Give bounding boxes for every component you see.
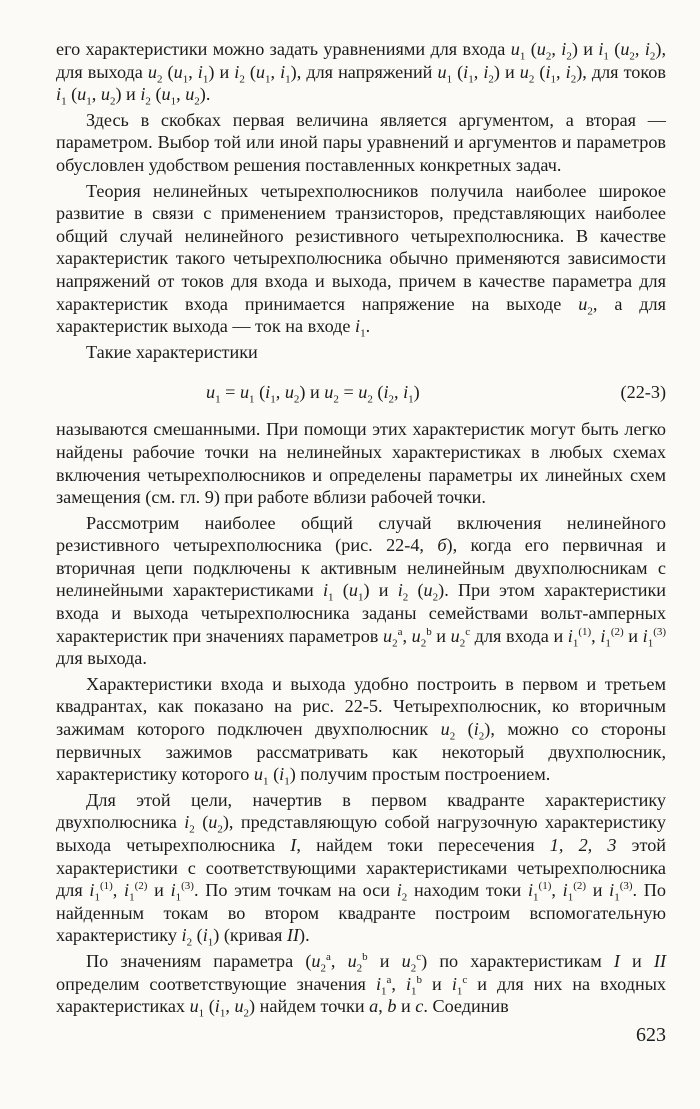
math-symbol: u (189, 996, 199, 1017)
math-symbol: i (184, 812, 190, 833)
math-symbol: u (423, 580, 433, 601)
subscript: 2 (566, 50, 572, 63)
math-symbol: u (161, 84, 171, 105)
text-run: называются смешанными. При помощи этих характеристик могут быть легко найдены рабочие точки на нелинейных характеристиках в любых схемах включения четырехполюсников и определены параметры их линейных схем замещения (см. гл. 9) при работе вблизи рабочей точки. (56, 419, 666, 508)
text-run: ) получим простым построением. (289, 764, 551, 785)
math-symbol: 1, 2, 3 (549, 835, 617, 855)
text-run: и (623, 625, 643, 646)
subscript: 1 (129, 891, 135, 904)
subscript: 2 (243, 1007, 250, 1020)
math-symbol: u (437, 61, 447, 82)
equation-22-3 (56, 374, 666, 414)
text-run: ), когда его первичная и вторичная цепи подключены к активным нелинейным двухполюсникам с нелинейными характеристиками (56, 535, 667, 601)
math-symbol: u (401, 950, 411, 971)
text-run: ). (299, 925, 310, 946)
subscript: 2 (367, 393, 373, 406)
subscript: 1 (468, 73, 474, 86)
superscript: b (426, 625, 432, 638)
text-run: Характеристики входа и выхода удобно построить в первом и третьем квадрантах, как показано на рис. 22-5. Четырехполюсник, ко вторичным зажимам которого подключен двухполюсник (56, 673, 666, 740)
math-symbol: u (147, 61, 157, 82)
subscript: 1 (265, 73, 271, 86)
text-run: для выхода. (56, 648, 147, 669)
paragraph-p5 (56, 418, 666, 508)
math-symbol: u (510, 39, 520, 59)
math-symbol: i (214, 996, 220, 1017)
math-symbol: u (620, 39, 630, 59)
superscript: c (416, 950, 422, 963)
subscript: 2 (194, 95, 200, 108)
math-symbol: i (567, 625, 573, 646)
subscript: 2 (488, 73, 494, 86)
math-symbol: u (234, 996, 244, 1017)
text-run: ), представляющую собой нагрузочную характеристику выхода четырехполюсника (56, 812, 666, 855)
superscript: b (362, 950, 368, 963)
paragraph-p7 (56, 673, 666, 786)
subscript: 1 (533, 891, 539, 904)
text-run: ) и (299, 382, 325, 403)
subscript: 1 (215, 393, 221, 406)
text-run: находим токи (407, 880, 528, 901)
paragraph-p3 (56, 180, 666, 338)
text-run: , (112, 880, 125, 901)
math-symbol: u (239, 382, 250, 403)
text-run: ( (268, 764, 280, 785)
text-run: и для них на входных характеристиках (56, 973, 667, 1017)
subscript: 2 (402, 592, 409, 605)
math-symbol: i (355, 316, 361, 337)
math-symbol: u (578, 293, 588, 314)
text-run: . (365, 316, 371, 337)
math-symbol: i (403, 382, 409, 403)
text-run: , (402, 625, 412, 646)
paragraph-p2 (56, 109, 666, 177)
superscript: (3) (653, 625, 667, 638)
subscript: 2 (293, 393, 300, 406)
subscript: 1 (86, 95, 92, 108)
text-run: Такие характеристики (86, 341, 258, 362)
math-symbol: u (440, 719, 450, 740)
text-run: ) и (115, 84, 141, 105)
math-symbol: i (562, 880, 568, 901)
superscript: a (325, 950, 331, 963)
equation-number: (22-3) (620, 382, 666, 403)
subscript: 2 (545, 50, 552, 63)
superscript: (3) (619, 880, 633, 893)
text-run: ( (608, 39, 621, 59)
math-symbol: i (140, 84, 146, 105)
text-run: , (378, 996, 388, 1017)
math-symbol: c (415, 996, 424, 1017)
subscript: 1 (357, 592, 364, 605)
text-run: ( (525, 39, 537, 59)
text-run: ) по характеристикам (421, 950, 614, 971)
math-symbol: u (185, 84, 195, 105)
text-run: ) и (493, 61, 520, 82)
math-symbol: u (347, 950, 357, 971)
subscript: 2 (587, 305, 593, 318)
text-run: ( (150, 84, 162, 105)
text-run: и (396, 996, 416, 1017)
subscript: 1 (270, 393, 276, 406)
paragraph-p1 (56, 38, 666, 106)
math-symbol: u (348, 580, 358, 601)
text-run: и (147, 880, 171, 901)
text-run: , (270, 61, 281, 82)
text-run: для входа и (470, 625, 568, 646)
math-symbol: I (290, 835, 297, 855)
subscript: 2 (189, 824, 195, 837)
math-symbol: i (279, 764, 285, 785)
paragraph-p9 (56, 950, 666, 1018)
math-symbol: i (565, 61, 571, 82)
subscript: 1 (285, 73, 291, 86)
math-symbol: i (396, 880, 402, 901)
superscript: (2) (573, 880, 587, 893)
math-symbol: u (411, 625, 421, 646)
text-run: ( (372, 382, 384, 403)
text-run: ( (192, 925, 203, 946)
text-block-top (56, 38, 666, 366)
text-run: , (225, 996, 235, 1017)
superscript: (1) (99, 880, 113, 893)
math-symbol: i (451, 973, 457, 994)
text-run: ) (кривая (213, 925, 287, 946)
math-symbol: a (369, 996, 379, 1017)
text-run: ( (452, 61, 464, 82)
math-symbol: i (644, 39, 650, 59)
subscript: 2 (320, 962, 326, 975)
subscript: 1 (249, 393, 255, 406)
text-run: , (473, 61, 484, 82)
math-symbol: u (206, 382, 216, 403)
math-symbol: u (536, 39, 546, 59)
math-symbol: u (382, 625, 393, 646)
text-run: ) (413, 382, 420, 403)
math-symbol: b (387, 996, 397, 1017)
math-symbol: u (100, 84, 110, 105)
subscript: 1 (175, 891, 182, 904)
text-run: ) и (571, 39, 599, 59)
math-symbol: i (405, 973, 412, 994)
text-run: ), для напряжений (290, 61, 438, 82)
subscript: 2 (239, 73, 245, 86)
text-run: Здесь в скобках первая величина является аргументом, а вторая — параметром. Выбор той или иной пары уравнений и аргументов и параметров обусловлен удобством решения поставленных конкретных задач. (56, 109, 666, 175)
text-run: определим соответствующие значения (56, 973, 376, 994)
math-symbol: i (56, 84, 62, 105)
math-symbol: II (286, 925, 300, 946)
subscript: 1 (567, 891, 574, 904)
subscript: 2 (157, 73, 163, 86)
superscript: (2) (610, 625, 624, 638)
subscript: 2 (629, 50, 635, 63)
subscript: 2 (217, 824, 223, 837)
subscript: 2 (570, 73, 577, 86)
math-symbol: i (265, 382, 271, 403)
text-run: ( (333, 580, 349, 601)
text-run: = (338, 382, 359, 403)
text-run: ( (408, 580, 424, 601)
subscript: 1 (446, 73, 453, 86)
subscript: 1 (360, 327, 366, 340)
subscript: 1 (572, 637, 579, 650)
subscript: 1 (550, 73, 557, 86)
subscript: 1 (198, 1007, 205, 1020)
subscript: 1 (284, 775, 290, 788)
text-run: и (619, 950, 654, 971)
math-symbol: u (173, 61, 183, 82)
subscript: 2 (459, 637, 466, 650)
superscript: (2) (134, 880, 148, 893)
subscript: 1 (647, 637, 654, 650)
subscript: 2 (449, 730, 456, 743)
text-run: , (176, 84, 186, 105)
superscript: c (465, 625, 471, 638)
text-run: и (431, 625, 451, 646)
text-run: . Соединив (423, 996, 509, 1017)
page-number: 623 (636, 1024, 666, 1046)
text-run: ( (204, 996, 215, 1017)
text-run: этой характеристики с соответствующими характеристиками четырехполюсника для (56, 835, 667, 901)
subscript: 1 (170, 95, 177, 108)
text-run: . По найденным токам во втором квадранте построим вспомогательную характеристику (56, 880, 667, 946)
subscript: 2 (109, 95, 116, 108)
page-body (56, 38, 666, 1021)
subscript: 1 (202, 73, 209, 86)
text-run: По значениям параметра ( (86, 950, 312, 971)
math-symbol: i (280, 61, 286, 82)
text-run: , (188, 61, 198, 82)
math-symbol: i (600, 625, 606, 646)
math-symbol: i (170, 880, 176, 901)
math-symbol: i (545, 61, 551, 82)
subscript: 2 (388, 393, 395, 406)
math-symbol: i (202, 925, 208, 946)
text-run: ( (534, 61, 546, 82)
math-symbol: i (322, 580, 329, 601)
text-run: Рассмотрим наиболее общий случай включения нелинейного резистивного четырехполюсника (рис. 22-4, (56, 512, 666, 556)
subscript: 2 (478, 730, 485, 743)
subscript: 2 (333, 393, 339, 406)
math-symbol: u (311, 950, 321, 971)
math-symbol: u (284, 382, 294, 403)
math-symbol: i (234, 61, 240, 82)
math-symbol: u (253, 764, 264, 785)
subscript: 1 (456, 985, 463, 998)
math-symbol: i (181, 925, 187, 946)
superscript: (1) (538, 880, 552, 893)
text-run: ). При этом характеристики входа и выхода четырехполюсника заданы семействами вольт-амперных характеристик при значениях параметров (56, 580, 667, 646)
math-symbol: i (473, 719, 479, 740)
subscript: 1 (182, 73, 189, 86)
text-run: ) и (208, 61, 235, 82)
superscript: (3) (181, 880, 194, 893)
text-run: = (220, 382, 240, 403)
text-block-bottom (56, 418, 666, 1020)
text-run: ). (199, 84, 211, 105)
text-run: , (591, 625, 601, 646)
subscript: 1 (94, 891, 100, 904)
text-run: , а для характеристик выхода — ток на входе (56, 293, 666, 337)
math-symbol: u (255, 61, 266, 82)
math-symbol: i (375, 973, 381, 994)
text-run: , (91, 84, 101, 105)
text-run: Теория нелинейных четырехполюсников получила наиболее широкое развитие в связи с применением транзисторов, представляющих наиболее общий случай нелинейного резистивного четырехполюсника. В качестве характеристик такого четырехполюсника обычно применяются зависимости напряжений от токов для входа и выхода, причем в качестве параметра для характеристик входа принимается напряжение на выходе (56, 180, 666, 314)
math-symbol: i (561, 39, 567, 59)
text-run: ( (244, 61, 256, 82)
math-symbol: i (197, 61, 203, 82)
text-run: и (422, 973, 452, 994)
text-run: . По этим точкам на оси (193, 880, 397, 901)
paragraph-p4 (56, 341, 666, 364)
math-symbol: u (358, 382, 368, 403)
math-symbol: i (397, 580, 403, 601)
text-run: и (586, 880, 610, 901)
text-run: ) найдем точки (249, 996, 370, 1017)
text-run: ( (66, 84, 78, 105)
subscript: 1 (411, 985, 417, 998)
subscript: 1 (219, 1007, 226, 1020)
text-run: , (394, 382, 404, 403)
text-run: ( (254, 382, 266, 403)
math-symbol: б (437, 535, 447, 556)
text-run: ( (455, 719, 474, 740)
text-run: , (391, 973, 406, 994)
text-run: ), для выхода (56, 39, 666, 82)
subscript: 1 (519, 50, 526, 63)
text-run: ( (162, 61, 174, 82)
math-symbol: i (527, 880, 534, 901)
subscript: 2 (356, 962, 363, 975)
math-symbol: u (208, 812, 218, 833)
text-run: , (551, 39, 562, 59)
text-run: ), для токов (576, 61, 666, 82)
math-symbol: u (450, 625, 460, 646)
subscript: 2 (186, 937, 193, 950)
math-symbol: i (483, 61, 489, 82)
paragraph-p8 (56, 789, 667, 950)
math-symbol: i (609, 880, 615, 901)
text-run: , (551, 880, 563, 901)
subscript: 1 (603, 50, 609, 63)
text-run: , (330, 950, 348, 971)
superscript: c (462, 973, 468, 986)
superscript: b (416, 973, 423, 986)
math-symbol: II (653, 950, 667, 971)
text-run: ) и (363, 580, 398, 601)
text-run: ), можно со стороны первичных зажимов рассматривать как некоторый двухполюсник, характеристику которого (56, 719, 667, 785)
math-symbol: i (598, 39, 604, 59)
subscript: 2 (420, 637, 427, 650)
text-run: его характеристики можно задать уравнениями для входа (56, 39, 511, 59)
text-run: , (275, 382, 285, 403)
text-run: Для этой цели, начертив в первом квадранте характеристику двухполюсника (56, 789, 666, 833)
subscript: 1 (605, 637, 611, 650)
text-run: , (556, 61, 566, 82)
text-run: , найдем токи пересечения (296, 835, 550, 855)
text-run: и (367, 950, 402, 971)
math-symbol: u (77, 84, 87, 105)
text-run: ( (194, 812, 209, 833)
subscript: 2 (528, 73, 535, 86)
subscript: 1 (381, 985, 387, 998)
subscript: 2 (392, 637, 398, 650)
math-symbol: i (642, 625, 648, 646)
subscript: 2 (401, 891, 408, 904)
subscript: 2 (649, 50, 656, 63)
math-symbol: i (383, 382, 389, 403)
superscript: (1) (578, 625, 592, 638)
subscript: 1 (408, 393, 414, 406)
subscript: 1 (61, 95, 67, 108)
subscript: 2 (432, 592, 439, 605)
equation-formula (206, 382, 420, 406)
math-symbol: i (463, 61, 469, 82)
math-symbol: u (519, 61, 529, 82)
subscript: 1 (614, 891, 620, 904)
subscript: 2 (145, 95, 151, 108)
math-symbol: I (613, 950, 620, 971)
superscript: a (397, 625, 403, 638)
paragraph-p6 (56, 512, 666, 670)
subscript: 2 (410, 962, 417, 975)
text-run: , (634, 39, 645, 59)
math-symbol: u (324, 382, 334, 403)
subscript: 1 (207, 937, 214, 950)
math-symbol: i (89, 880, 95, 901)
subscript: 1 (263, 775, 269, 788)
math-symbol: i (124, 880, 130, 901)
superscript: a (386, 973, 392, 986)
subscript: 1 (328, 592, 334, 605)
